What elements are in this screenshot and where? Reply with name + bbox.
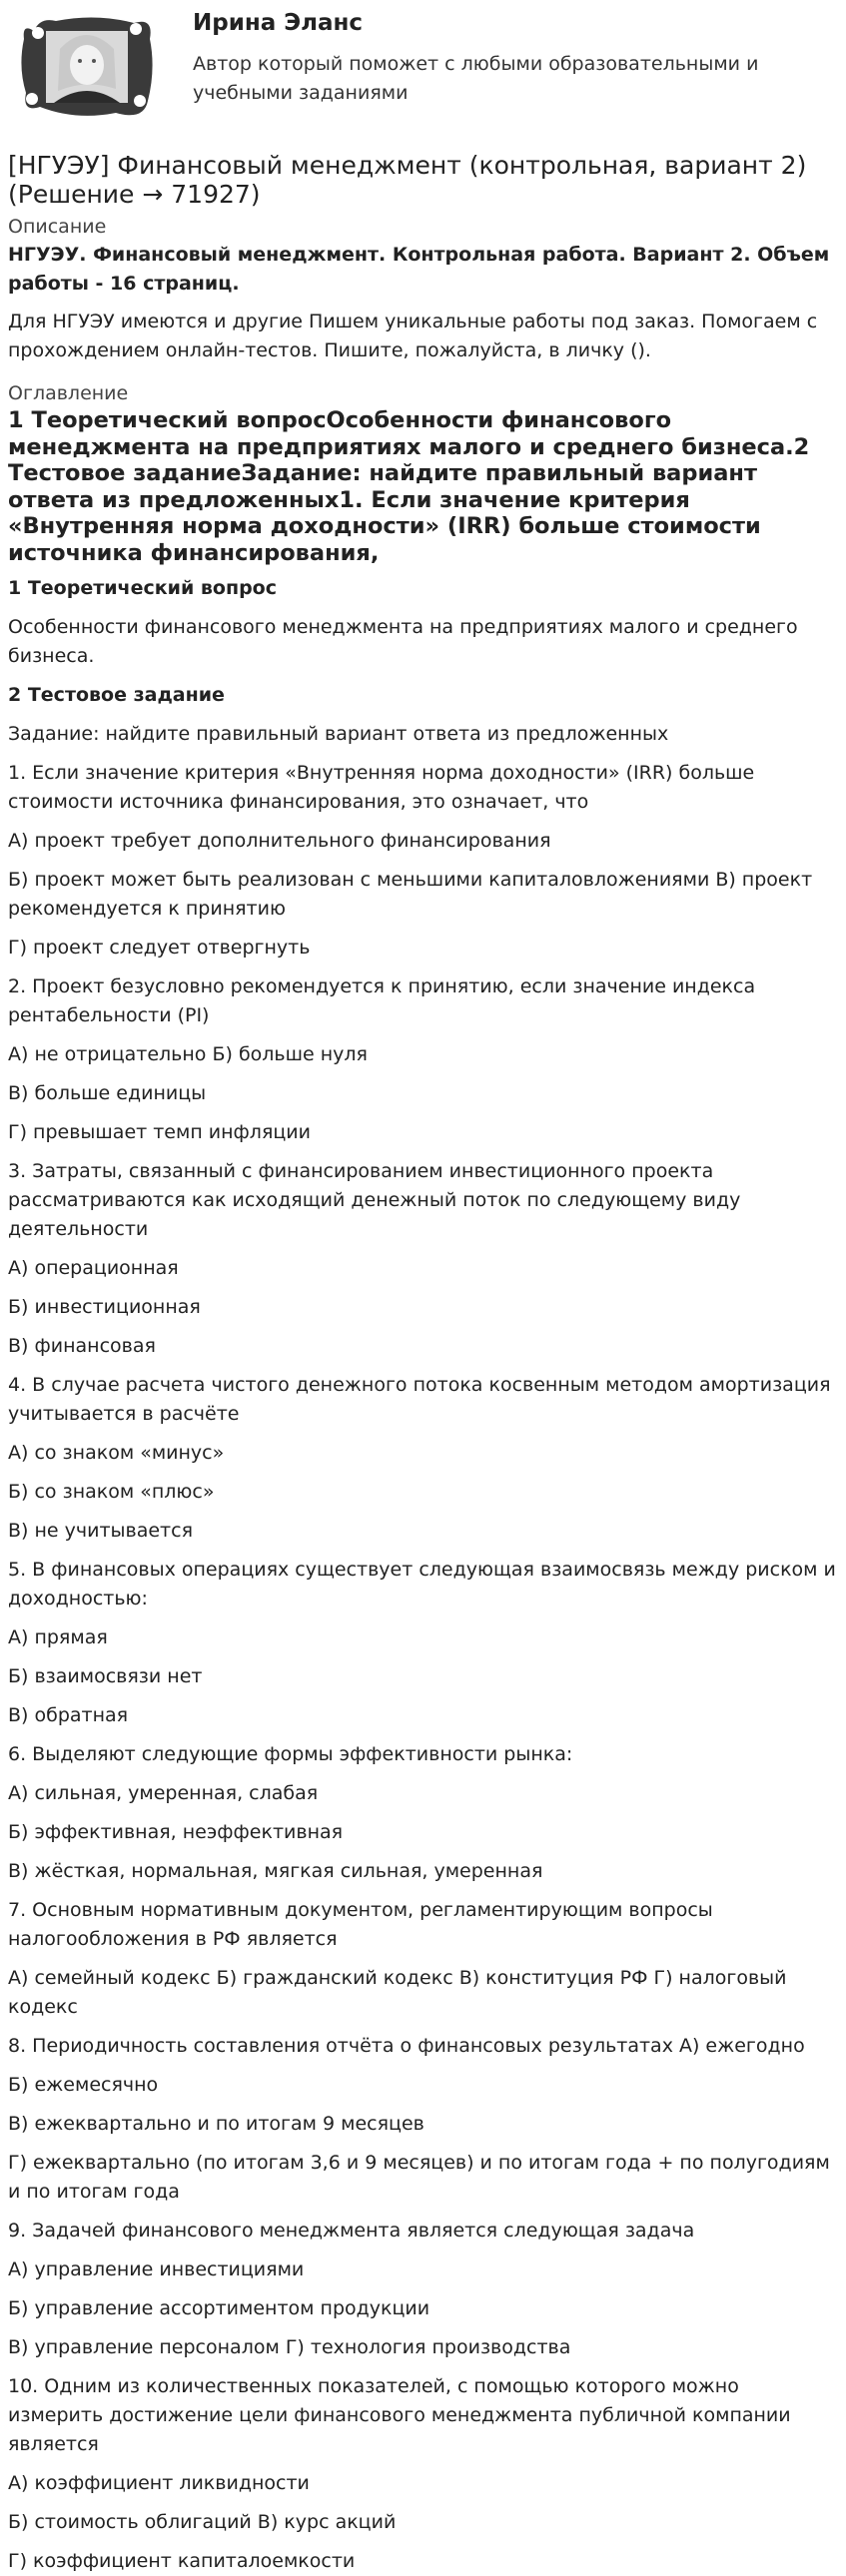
content-paragraph: А) прямая bbox=[8, 1626, 108, 1648]
content-paragraph: А) со знаком «минус» bbox=[8, 1442, 225, 1464]
content-paragraph: В) обратная bbox=[8, 1704, 129, 1726]
content-body bbox=[8, 574, 838, 2576]
toc-heading: 1 Теоретический вопросОсобенности финансового менеджмента на предприятиях малого и среднего бизнеса.2 Тестовое заданиеЗадание: найдите правильный вариант ответа из предложенных1. Если значение критерия «Внутренняя норма доходности» (IRR) больше стоимости источника финансирования, bbox=[8, 407, 810, 566]
work-summary: НГУЭУ. Финансовый менеджмент. Контрольная работа. Вариант 2. Объем работы - 16 страниц. bbox=[8, 244, 830, 295]
content-paragraph: 5. В финансовых операциях существует следующая взаимосвязь между риском и доходностью: bbox=[8, 1559, 836, 1610]
content-paragraph: Б) взаимосвязи нет bbox=[8, 1665, 203, 1687]
content-paragraph: А) коэффициент ликвидности bbox=[8, 2472, 310, 2494]
content-paragraph: 4. В случае расчета чистого денежного потока косвенным методом амортизация учитывается в расчёте bbox=[8, 1374, 831, 1425]
author-card bbox=[8, 0, 838, 134]
content-paragraph: 9. Задачей финансового менеджмента является следующая задача bbox=[8, 2220, 695, 2242]
content-paragraph: В) управление персоналом Г) технология производства bbox=[8, 2336, 571, 2358]
content-paragraph: Г) проект следует отвергнуть bbox=[8, 937, 311, 959]
content-paragraph: 3. Затраты, связанный с финансированием инвестиционного проекта рассматриваются как исходящий денежный поток по следующему виду деятельности bbox=[8, 1160, 741, 1240]
content-paragraph: Г) коэффициент капиталоемкости bbox=[8, 2550, 356, 2572]
content-paragraph: Б) управление ассортиментом продукции bbox=[8, 2297, 430, 2319]
content-paragraph: А) управление инвестициями bbox=[8, 2258, 305, 2280]
content-paragraph: 2. Проект безусловно рекомендуется к принятию, если значение индекса рентабельности (PI) bbox=[8, 975, 756, 1026]
content-paragraph: 8. Периодичность составления отчёта о финансовых результатах А) ежегодно bbox=[8, 2035, 805, 2057]
content-paragraph: А) операционная bbox=[8, 1257, 179, 1279]
content-paragraph: 10. Одним из количественных показателей, с помощью которого можно измерить достижение цели финансового менеджмента публичной компании является bbox=[8, 2375, 791, 2455]
content-paragraph: В) жёсткая, нормальная, мягкая сильная, умеренная bbox=[8, 1860, 543, 1882]
description-label: Описание bbox=[8, 216, 107, 238]
content-paragraph: Б) стоимость облигаций В) курс акций bbox=[8, 2511, 397, 2533]
author-description: Автор который поможет с любыми образовательными и учебными заданиями bbox=[193, 53, 759, 104]
content-paragraph: А) проект требует дополнительного финансирования bbox=[8, 830, 551, 852]
content-paragraph: Особенности финансового менеджмента на предприятиях малого и среднего бизнеса. bbox=[8, 616, 798, 667]
content-paragraph: Б) проект может быть реализован с меньшими капиталовложениями В) проект рекомендуется к принятию bbox=[8, 869, 813, 920]
section-heading: 2 Тестовое задание bbox=[8, 684, 225, 706]
content-paragraph: 1. Если значение критерия «Внутренняя норма доходности» (IRR) больше стоимости источника финансирования, это означает, что bbox=[8, 762, 755, 813]
content-paragraph: В) финансовая bbox=[8, 1335, 156, 1357]
content-paragraph: 6. Выделяют следующие формы эффективности рынка: bbox=[8, 1743, 573, 1765]
content-paragraph: Г) ежеквартально (по итогам 3,6 и 9 месяцев) и по итогам года + по полугодиям и по итогам года bbox=[8, 2152, 830, 2203]
toc-label: Оглавление bbox=[8, 382, 129, 404]
content-paragraph: А) сильная, умеренная, слабая bbox=[8, 1782, 319, 1804]
content-paragraph: В) ежеквартально и по итогам 9 месяцев bbox=[8, 2113, 424, 2135]
content-paragraph: Задание: найдите правильный вариант ответа из предложенных bbox=[8, 723, 669, 745]
page-title: [НГУЭУ] Финансовый менеджмент (контрольная, вариант 2) (Решение → 71927) bbox=[8, 151, 807, 209]
content-paragraph: Б) инвестиционная bbox=[8, 1296, 201, 1318]
promo-text: Для НГУЭУ имеются и другие Пишем уникальные работы под заказ. Помогаем с прохождением онлайн-тестов. Пишите, пожалуйста, в личку (). bbox=[8, 311, 818, 361]
content-paragraph: Г) превышает темп инфляции bbox=[8, 1121, 312, 1143]
author-name[interactable]: Ирина Эланс bbox=[193, 10, 364, 36]
content-paragraph: Б) эффективная, неэффективная bbox=[8, 1821, 344, 1843]
content-paragraph: А) не отрицательно Б) больше нуля bbox=[8, 1043, 368, 1065]
content-paragraph: В) не учитывается bbox=[8, 1520, 193, 1542]
content-paragraph: А) семейный кодекс Б) гражданский кодекс В) конституция РФ Г) налоговый кодекс bbox=[8, 1967, 787, 2018]
content-paragraph: Б) ежемесячно bbox=[8, 2074, 159, 2096]
content-paragraph: Б) со знаком «плюс» bbox=[8, 1481, 215, 1503]
author-avatar[interactable] bbox=[16, 9, 158, 126]
content-paragraph: 7. Основным нормативным документом, регламентирующим вопросы налогообложения в РФ является bbox=[8, 1899, 713, 1950]
section-heading: 1 Теоретический вопрос bbox=[8, 577, 277, 599]
content-paragraph: В) больше единицы bbox=[8, 1082, 207, 1104]
